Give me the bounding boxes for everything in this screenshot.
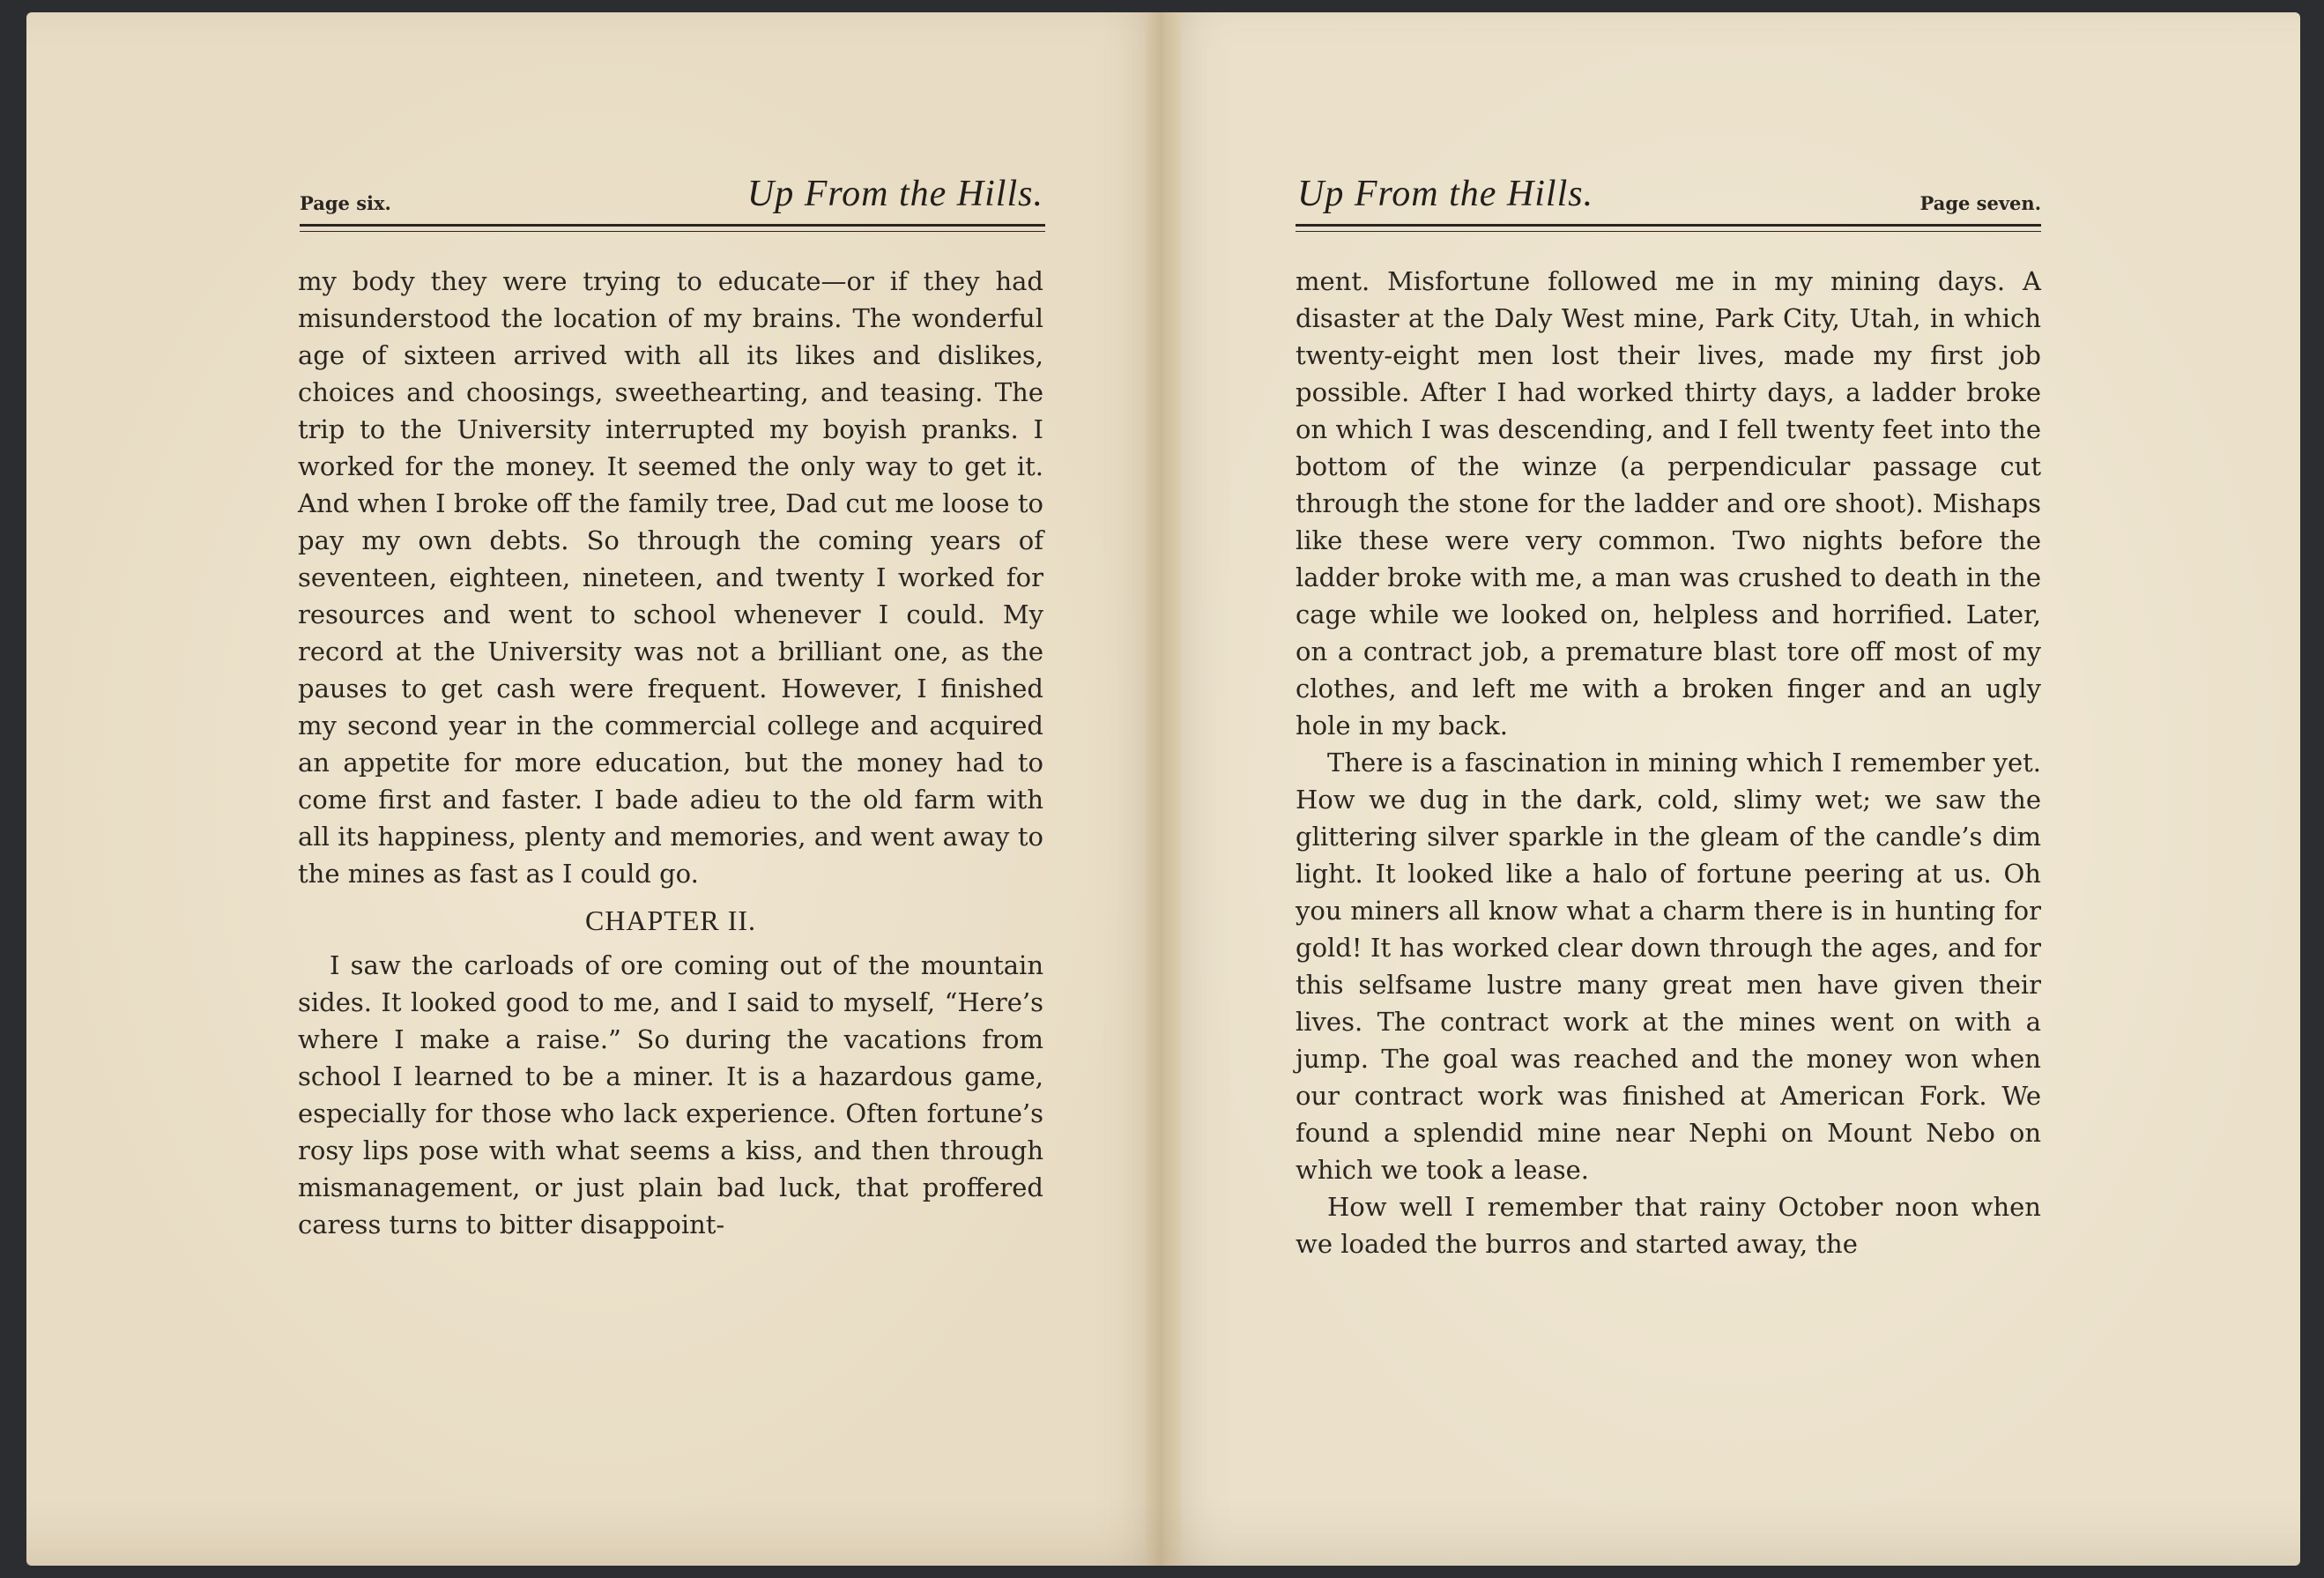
book-gutter (1146, 12, 1181, 1566)
header-rule (300, 224, 1045, 227)
right-page-header (1296, 173, 2041, 234)
running-title: Up From the Hills. (1297, 174, 1594, 214)
running-title: Up From the Hills. (746, 174, 1043, 214)
page-bottom-shading (26, 1499, 2300, 1566)
paragraph: I saw the carloads of ore coming out of the mountain sides. It looked good to me, and I said to myself, “Here’s where I make a raise.” So during the vacations from school I learned to be a miner. It is a hazardous game, especially for those who lack experience. Often fortune’s rosy lips pose with what seems a kiss, and then through mismanagement, or just plain bad luck, that proffered caress turns to bitter disappoint- (298, 950, 1043, 1239)
left-page-header (300, 173, 1045, 234)
page-number-label: Page seven. (1919, 192, 2041, 214)
header-rule-thin (300, 231, 1045, 232)
chapter-heading: CHAPTER II. (584, 904, 757, 936)
header-rule-thin (1296, 231, 2041, 232)
paragraph: How well I remember that rainy October noon when we loaded the burros and started away, the (1296, 1192, 2041, 1259)
left-page-text (298, 263, 1043, 1243)
paragraph: my body they were trying to educate—or if they had misunderstood the location of my brains. The wonderful age of sixteen arrived with all its likes and dislikes, choices and choosings, sweethearting, and teasing. The trip to the University interrupted my boyish pranks. I worked for the money. It seemed the only way to get it. And when I broke off the family tree, Dad cut me loose to pay my own debts. So through the coming years of seventeen, eighteen, nineteen, and twenty I worked for resources and went to school whenever I could. My record at the University was not a brilliant one, as the pauses to get cash were frequent. However, I finished my second year in the commercial college and acquired an appetite for more education, but the money had to come first and faster. I bade adieu to the old farm with all its happiness, plenty and memories, and went away to the mines as fast as I could go. (298, 266, 1043, 889)
header-rule (1296, 224, 2041, 227)
right-page-text (1296, 263, 2041, 1262)
paragraph: There is a fascination in mining which I remember yet. How we dug in the dark, cold, slimy wet; we saw the glittering silver sparkle in the gleam of the candle’s dim light. It looked like a halo of fortune peering at us. Oh you miners all know what a charm there is in hunting for gold! It has worked clear down through the ages, and for this selfsame lustre many great men have given their lives. The contract work at the mines went on with a jump. The goal was reached and the money won when our contract work was finished at American Fork. We found a splendid mine near Nephi on Mount Nebo on which we took a lease. (1296, 748, 2041, 1185)
paragraph: ment. Misfortune followed me in my mining days. A disaster at the Daly West mine, Park City, Utah, in which twenty-eight men lost their lives, made my first job possible. After I had worked thirty days, a ladder broke on which I was descending, and I fell twenty feet into the bottom of the winze (a perpendicular passage cut through the stone for the ladder and ore shoot). Mishaps like these were very common. Two nights before the ladder broke with me, a man was crushed to death in the cage while we looked on, helpless and horrified. Later, on a contract job, a premature blast tore off most of my clothes, and left me with a broken finger and an ugly hole in my back. (1296, 266, 2041, 741)
page-number-label: Page six. (300, 192, 391, 214)
